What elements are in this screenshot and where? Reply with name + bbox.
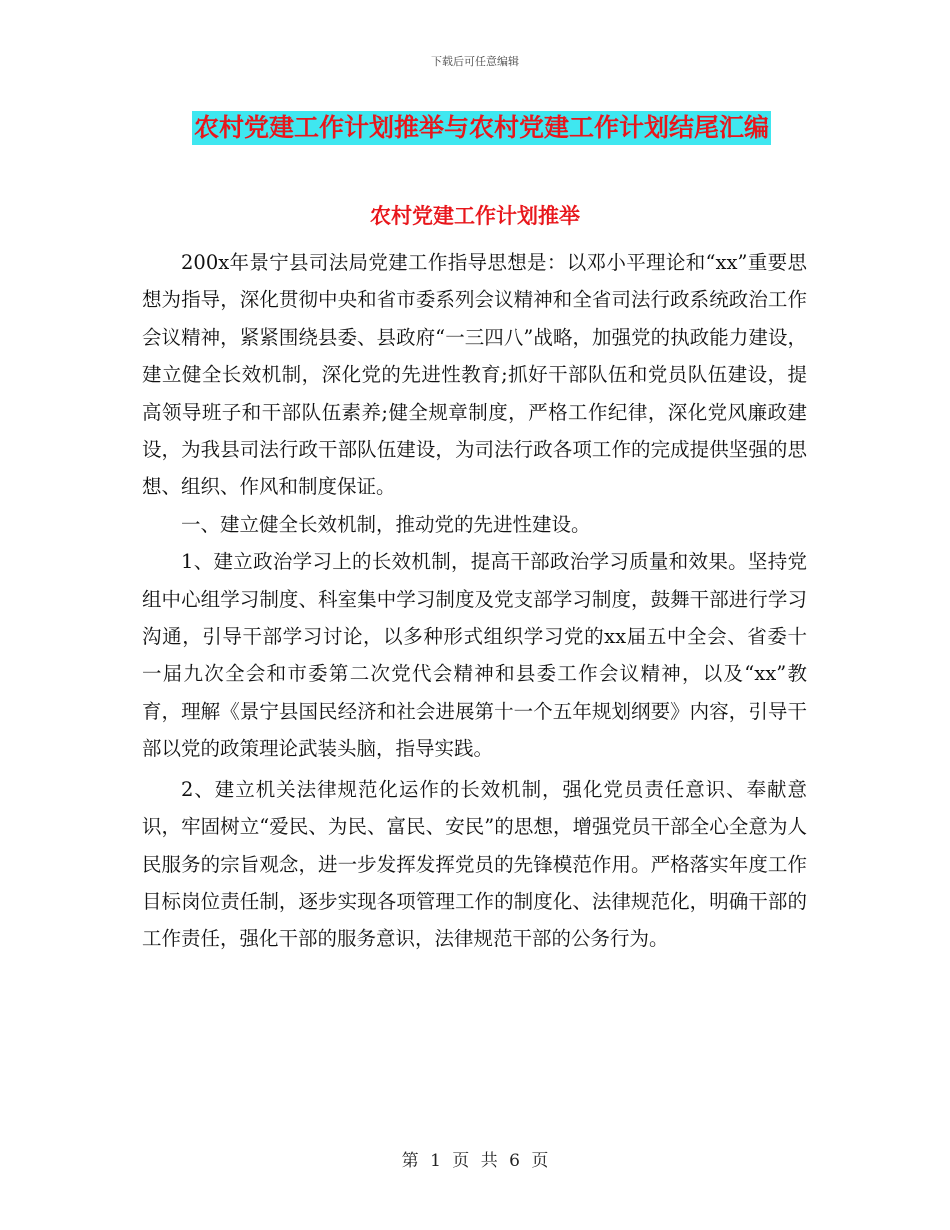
document-body xyxy=(142,244,807,958)
header-note: 下载后可任意编辑 xyxy=(431,55,519,68)
paragraph-item-one: 1、建立政治学习上的长效机制，提高干部政治学习质量和效果。坚持党组中心组学习制度、科室集中学习制度及党支部学习制度，鼓舞干部进行学习沟通，引导干部学习讨论，以多种形式组织学习党的xx届五中全会、省委十一届九次全会和市委第二次党代会精神和县委工作会议精神，以及“xx”教育，理解《景宁县国民经济和社会进展第十一个五年规划纲要》内容，引导干部以党的政策理论武装头脑，指导实践。 xyxy=(142,550,807,761)
paragraph-item-two: 2、建立机关法律规范化运作的长效机制，强化党员责任意识、奉献意识，牢固树立“爱民、为民、富民、安民”的思想，增强党员干部全心全意为人民服务的宗旨观念，进一步发挥发挥党员的先锋模范作用。严格落实年度工作目标岗位责任制，逐步实现各项管理工作的制度化、法律规范化，明确干部的工作责任，强化干部的服务意识，法律规范干部的公务行为。 xyxy=(142,777,807,951)
document-title: 农村党建工作计划推举与农村党建工作计划结尾汇编 xyxy=(192,111,771,145)
paragraph-heading-one: 一、建立健全长效机制，推动党的先进性建设。 xyxy=(181,512,591,536)
section-title: 农村党建工作计划推举 xyxy=(370,204,580,228)
page-number: 第 1 页 共 6 页 xyxy=(401,1151,549,1171)
paragraph-intro: 200x年景宁县司法局党建工作指导思想是：以邓小平理论和“xx”重要思想为指导，深化贯彻中央和省市委系列会议精神和全省司法行政系统政治工作会议精神，紧紧围绕县委、县政府“一三四八”战略，加强党的执政能力建设，建立健全长效机制，深化党的先进性教育;抓好干部队伍和党员队伍建设，提高领导班子和干部队伍素养;健全规章制度，严格工作纪律，深化党风廉政建设，为我县司法行政干部队伍建设，为司法行政各项工作的完成提供坚强的思想、组织、作风和制度保证。 xyxy=(142,251,807,499)
